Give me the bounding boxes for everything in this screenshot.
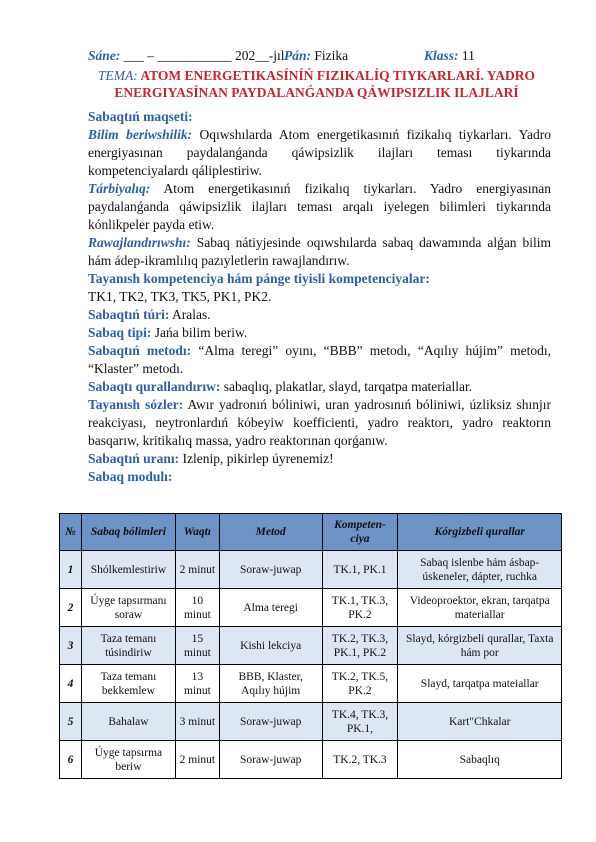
- row-method: Soraw-juwap: [219, 741, 322, 779]
- topic-title: [84, 67, 549, 101]
- row-number: 4: [60, 665, 82, 703]
- header-number: №: [60, 514, 82, 551]
- table-row: [60, 551, 562, 589]
- row-competency: TK.1, PK.1: [322, 551, 398, 589]
- lesson-type-label: Sabaq tipi:: [88, 325, 152, 340]
- development-goal: [88, 234, 551, 270]
- method-label: Sabaqtıń metodı:: [88, 343, 192, 358]
- row-competency: TK.2, TK.3: [322, 741, 398, 779]
- row-method: Soraw-juwap: [219, 551, 322, 589]
- row-number: 2: [60, 589, 82, 627]
- topic-label: TEMA:: [97, 68, 138, 83]
- keywords: [88, 396, 551, 450]
- row-number: 6: [60, 741, 82, 779]
- lesson-module-table: [59, 513, 562, 779]
- row-competency: TK.2, TK.3, PK.1, PK.2: [322, 627, 398, 665]
- row-competency: TK.1, TK.3, PK.2: [322, 589, 398, 627]
- upbringing-label: Tárbiyalıq:: [88, 181, 151, 196]
- table-row: [60, 627, 562, 665]
- topic-line-1: ATOM ENERGETIKASÍNÍŃ FIZIKALÍQ TIYKARLARÍ. YADRO: [140, 68, 536, 83]
- date-field: [88, 48, 284, 64]
- row-time: 10 minut: [175, 589, 219, 627]
- motto-label: Sabaqtıń uranı:: [88, 451, 180, 466]
- row-method: BBB, Klaster, Aqılıy hújim: [219, 665, 322, 703]
- subject-field: [284, 48, 424, 64]
- equipment-value: sabaqlıq, plakatlar, slayd, tarqatpa materiallar.: [223, 379, 473, 394]
- development-label: Rawajlandırıwshı:: [88, 235, 191, 250]
- row-time: 13 minut: [175, 665, 219, 703]
- header-method: Metod: [219, 514, 322, 551]
- row-visual-aids: Kart"Chkalar: [398, 703, 562, 741]
- row-visual-aids: Slayd, kórgizbeli qurallar, Taxta hám por: [398, 627, 562, 665]
- competencies-heading: Tayanısh kompetenciya hám pánge tiyisli kompetenciyalar:: [88, 271, 430, 286]
- table-row: [60, 665, 562, 703]
- row-method: Alma teregi: [219, 589, 322, 627]
- date-value: ___ – ___________ 202__-jıl: [123, 48, 285, 63]
- goal-heading: Sabaqtıń maqseti:: [88, 109, 193, 124]
- row-time: 15 minut: [175, 627, 219, 665]
- table-row: [60, 703, 562, 741]
- upbringing-goal: [88, 180, 551, 234]
- row-method: Soraw-juwap: [219, 703, 322, 741]
- table-header-row: [60, 514, 562, 551]
- header-visual-aids: Kórgizbeli qurallar: [398, 514, 562, 551]
- table-row: [60, 741, 562, 779]
- row-competency: TK.4, TK.3, PK.1,: [322, 703, 398, 741]
- row-method: Kishi lekciya: [219, 627, 322, 665]
- table-row: [60, 589, 562, 627]
- topic-line-2: ENERGIYASÍNAN PAYDALANǴANDA QÁWIPSIZLIK ILAJLARÍ: [114, 85, 519, 100]
- lesson-form-label: Sabaqtıń túri:: [88, 307, 170, 322]
- equipment-label: Sabaqtı qurallandırıw:: [88, 379, 221, 394]
- subject-label: Pán:: [284, 48, 311, 63]
- lesson-equipment: [88, 378, 551, 396]
- lesson-body: [88, 108, 551, 486]
- row-section: Taza temanı bekkemlew: [81, 665, 175, 703]
- keywords-value: Awır yadronıń bóliniwi, uran yadrosınıń bóliniwi, úzliksiz shınjır reakciyası, neytronlardıń kóbeyiw koefficienti, yadro reaktorı, yadro reaktorın basqarıw, kritikalıq massa, yadro reaktorınan qorǵanıw.: [88, 397, 551, 448]
- lesson-motto: [88, 450, 551, 468]
- row-number: 3: [60, 627, 82, 665]
- competencies-value: TK1, TK2, TK3, TK5, PK1, PK2.: [88, 289, 272, 304]
- row-section: Bahalaw: [81, 703, 175, 741]
- method-value: “Alma teregi” oyını, “BBB” metodı, “Aqılıy hújim” metodı, “Klaster” metodı.: [88, 343, 551, 376]
- class-value: 11: [461, 48, 475, 63]
- lesson-type-value: Jańa bilim beriw.: [154, 325, 248, 340]
- row-time: 3 minut: [175, 703, 219, 741]
- row-competency: TK.2, TK.5, PK.2: [322, 665, 398, 703]
- row-visual-aids: Sabaq islenbe hám ásbap-úskeneler, dápter, ruchka: [398, 551, 562, 589]
- row-section: Úyge tapsırma beriw: [81, 741, 175, 779]
- row-time: 2 minut: [175, 741, 219, 779]
- education-goal: [88, 126, 551, 180]
- upbringing-text: Atom energetikasınıń fizikalıq tiykarları. Yadro energiyasınan paydalanǵanda qáwipsizlik ilajları teması arqalı iyelegen bilimleri tiykarında kónlikpeler payda etiw.: [88, 181, 551, 232]
- row-visual-aids: Sabaqlıq: [398, 741, 562, 779]
- row-visual-aids: Videoproektor, ekran, tarqatpa materiallar: [398, 589, 562, 627]
- education-label: Bilim beriwshilik:: [88, 127, 193, 142]
- subject-value: Fizika: [314, 48, 349, 63]
- module-heading: Sabaq modulı:: [88, 469, 173, 484]
- motto-value: Izlenip, pikirlep úyrenemiz!: [182, 451, 334, 466]
- row-section: Shólkemlestiriw: [81, 551, 175, 589]
- education-text: Oqıwshılarda Atom energetikasınıń fizikalıq tiykarları. Yadro energiyasınan paydalanǵanda qáwipsizlik ilajları teması tiykarında kompetenciyalardı qáliplestiriw.: [88, 127, 552, 178]
- header-time: Waqtı: [175, 514, 219, 551]
- row-section: Taza temanı túsindiriw: [81, 627, 175, 665]
- row-number: 5: [60, 703, 82, 741]
- header-competency: Kompeten-ciya: [322, 514, 398, 551]
- row-section: Úyge tapsırmanı soraw: [81, 589, 175, 627]
- header-line: [88, 48, 558, 64]
- class-field: [424, 48, 475, 64]
- lesson-form-value: Aralas.: [172, 307, 211, 322]
- row-time: 2 minut: [175, 551, 219, 589]
- lesson-form: [88, 306, 551, 324]
- header-sections: Sabaq bólimleri: [81, 514, 175, 551]
- lesson-method: [88, 342, 551, 378]
- lesson-type: [88, 324, 551, 342]
- keywords-label: Tayanısh sózler:: [88, 397, 184, 412]
- development-text: Sabaq nátiyjesinde oqıwshılarda sabaq dawamında alǵan bilim hám ádep-ikramlılıq pazıyletlerin rawajlandırıw.: [88, 235, 551, 268]
- row-visual-aids: Slayd, tarqatpa mateiallar: [398, 665, 562, 703]
- row-number: 1: [60, 551, 82, 589]
- class-label: Klass:: [424, 48, 459, 63]
- date-label: Sáne:: [88, 48, 121, 63]
